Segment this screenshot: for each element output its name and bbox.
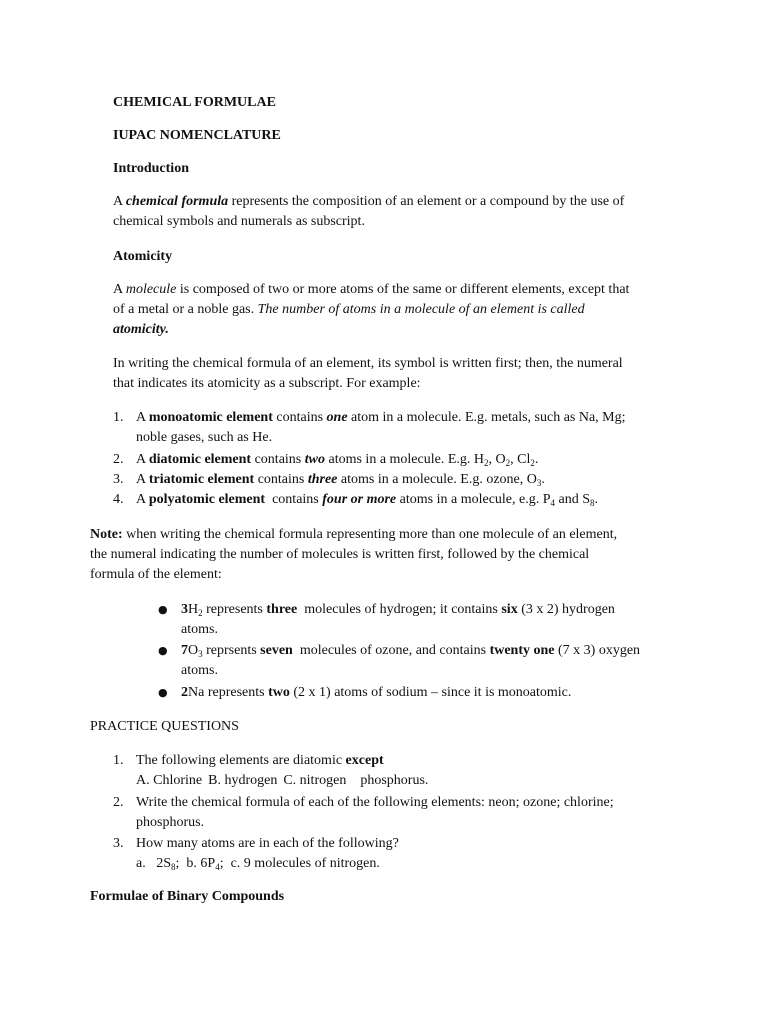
introduction-paragraph: A chemical formula represents the composition of an element or a compound by the use of chemical symbols and numerals as subscript.: [113, 194, 625, 229]
introduction-heading: Introduction: [113, 161, 189, 176]
document-subtitle: IUPAC NOMENCLATURE: [113, 128, 281, 143]
bullet-icon: ●: [158, 686, 168, 699]
binary-compounds-heading: Formulae of Binary Compounds: [90, 889, 285, 904]
bullet-icon: ●: [158, 644, 168, 657]
note-paragraph: Note: when writing the chemical formula representing more than one molecule of an element, the numeral indicating the number of molecules is written first, followed by the chemical formula of the element:: [90, 527, 618, 582]
document-title: CHEMICAL FORMULAE: [113, 95, 276, 110]
atomicity-paragraph: A molecule is composed of two or more atoms of the same or different elements, except that of a metal or a noble gas. The number of atoms in a molecule of an element is called atomicity.: [113, 282, 630, 337]
bullet-icon: ●: [158, 603, 168, 616]
writing-paragraph: In writing the chemical formula of an element, its symbol is written first; then, the numeral that indicates its atomicity as a subscript. For example:: [113, 356, 623, 391]
document-page: CHEMICAL FORMULAE IUPAC NOMENCLATURE Introduction A chemical formula represents the composition of an element or a compound by the use of chemical symbols and numerals as subscript. Atomicity A molecule is composed of two or more atoms of the same or different elements, except that of a metal or a noble gas. The number of atoms in a molecule of an element is called atomicity. In writing the chemical formula of an element, its symbol is written first; then, the numeral that indicates its atomicity as a subscript. For example: 1. A monoatomic element contains one atom in a molecule. E.g. metals, such as Na, Mg; noble gases, such as He. 2. A diatomic element contains two atoms in a molecule. E.g. $H_2$, $O_2$, $Cl_2$. 3. A triatomic element contains three atoms in a molecule. E.g. ozone, $O_3$. 4. A polyatomic element contains four or more atoms in a molecule, e.g. $P_4$ and $S_8$. Note: when writing the chemical formula representing more than one molecule of an element, the numeral indicating the number of molecules is written first, followed by the chemical formula of the element: ● $3H_2$ represents three molecules of hydrogen; it contains six (3 x 2) hydrogen atoms. ● $7O_3$ reprsents seven molecules of ozone, and contains twenty one (7 x 3) oxygen atoms. ● 2Na represents two (2 x 1) atoms of sodium – since it is monoatomic. PRACTICE QUESTIONS 1. The following elements are diatomic except A. Chlorine B. hydrogen C. nitrogen phosphorus. 2. Write the chemical formula of each of the following elements: neon; ozone; chlorine; phosphorus. 3. How many atoms are in each of the following? a. $2S_8$; b. $6P_4$; c. 9 molecules of nitrogen. Formulae of Binary Compounds: [0, 0, 768, 1024]
practice-heading: PRACTICE QUESTIONS: [90, 719, 239, 734]
atomicity-heading: Atomicity: [113, 249, 173, 264]
